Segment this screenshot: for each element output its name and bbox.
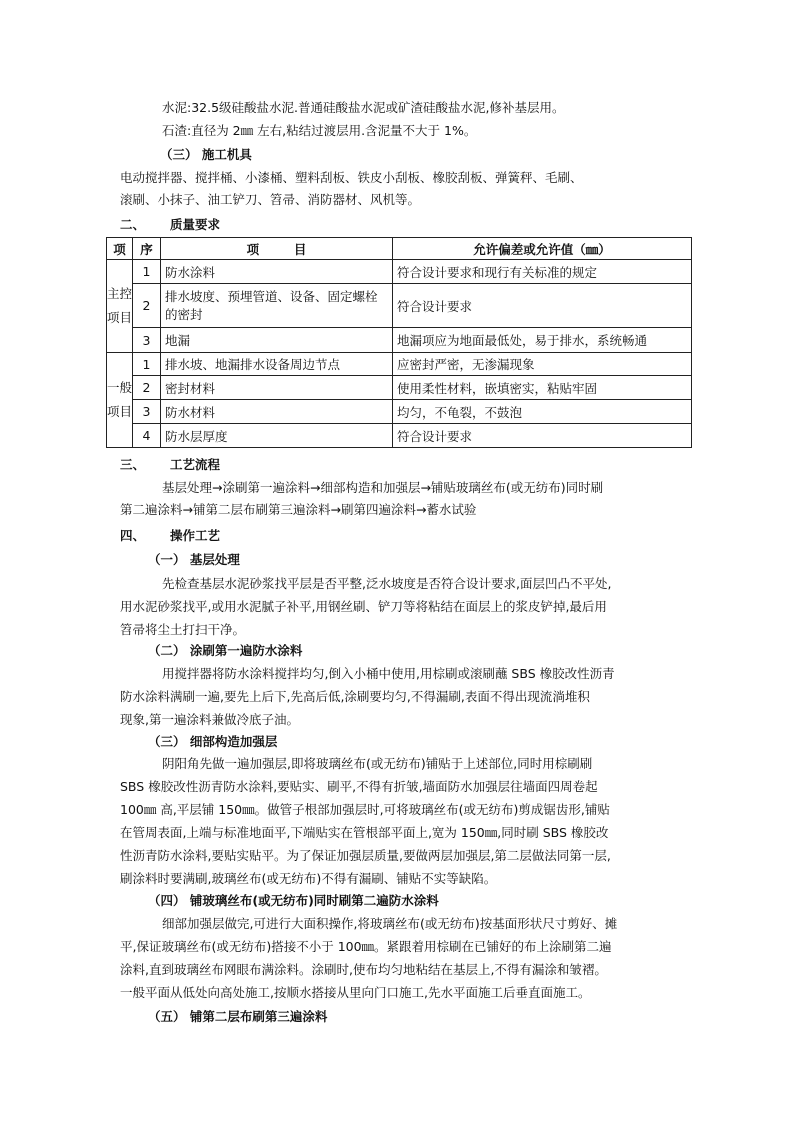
section-4-heading: （四） 铺玻璃丝布(或无纺布)同时刷第二遍防水涂料 [148, 893, 439, 908]
section-3-line: 性沥青防水涂料,要贴实贴平。为了保证加强层质量,要做两层加强层,第二层做法同第一层, [120, 848, 611, 863]
section-3-line: 阴阳角先做一遍加强层,即将玻璃丝布(或无纺布)铺贴于上述部位,同时用棕刷刷 [162, 756, 593, 771]
table-header-number: 序 [133, 238, 161, 260]
process-line-2: 第二遍涂料→铺第二层布刷第三遍涂料→刷第四遍涂料→蓄水试验 [120, 502, 477, 517]
table-row [107, 328, 692, 353]
quality-heading: 质量要求 [170, 217, 221, 232]
section-2-line: 防水涂料满刷一遍,要先上后下,先高后低,涂刷要均匀,不得漏刷,表面不得出现流淌堆积 [120, 689, 590, 704]
row-number: 3 [133, 400, 161, 424]
row-number: 2 [133, 284, 161, 328]
row-value: 均匀，不龟裂，不鼓泡 [393, 400, 692, 424]
section-2-line: 用搅拌器将防水涂料搅拌均匀,倒入小桶中使用,用棕刷或滚刷蘸 SBS 橡胶改性沥青 [162, 666, 615, 681]
section-1-line: 笤帚将尘土打扫干净。 [120, 622, 246, 637]
section-3-line: 在管周表面,上端与标准地面平,下端贴实在管根部平面上,宽为 150㎜,同时刷 SBS 橡胶改 [120, 825, 609, 840]
table-row [107, 376, 692, 400]
operation-heading: 操作工艺 [170, 528, 221, 543]
row-value: 应密封严密，无渗漏现象 [393, 353, 692, 376]
table-header-category: 项 [107, 238, 133, 260]
section-3-heading: （三） 细部构造加强层 [148, 734, 278, 749]
machinery-heading: （三） 施工机具 [160, 147, 252, 162]
table-row [107, 424, 692, 448]
section-3-line: SBS 橡胶改性沥青防水涂料,要贴实、刷平,不得有折皱,墙面防水加强层往墙面四周卷起 [120, 779, 598, 794]
section-3-line: 100㎜ 高,平层铺 150㎜。做管子根部加强层时,可将玻璃丝布(或无纺布)剪成锯齿形,铺贴 [120, 802, 610, 817]
group-main-control: 主控项目 [107, 260, 133, 353]
row-item: 地漏 [161, 328, 393, 353]
row-value: 使用柔性材料，嵌填密实，粘贴牢固 [393, 376, 692, 400]
quality-table [106, 237, 692, 448]
table-row [107, 284, 692, 328]
row-number: 4 [133, 424, 161, 448]
section-4-line: 平,保证玻璃丝布(或无纺布)搭接不小于 100㎜。紧跟着用棕刷在已铺好的布上涂刷第二遍 [120, 939, 612, 954]
row-number: 1 [133, 353, 161, 376]
section-4-line: 细部加强层做完,可进行大面积操作,将玻璃丝布(或无纺布)按基面形状尺寸剪好、摊 [162, 916, 618, 931]
gravel-line: 石渣:直径为 2㎜ 左右,粘结过渡层用.含泥量不大于 1%。 [162, 123, 477, 138]
row-item: 排水坡度、预埋管道、设备、固定螺栓的密封 [161, 284, 393, 328]
process-heading: 工艺流程 [170, 457, 221, 472]
table-header-tolerance: 允许偏差或允许值（㎜） [393, 238, 692, 260]
table-header-item: 项 目 [161, 238, 393, 260]
quality-heading-number: 二、 [120, 217, 146, 232]
row-value: 符合设计要求和现行有关标准的规定 [393, 260, 692, 284]
section-5-heading: （五） 铺第二层布刷第三遍涂料 [148, 1009, 328, 1024]
row-item: 密封材料 [161, 376, 393, 400]
row-value: 符合设计要求 [393, 284, 692, 328]
row-value: 符合设计要求 [393, 424, 692, 448]
cement-line: 水泥:32.5级硅酸盐水泥.普通硅酸盐水泥或矿渣硅酸盐水泥,修补基层用。 [162, 100, 565, 115]
section-4-line: 涂料,直到玻璃丝布网眼布满涂料。涂刷时,使布均匀地粘结在基层上,不得有漏涂和皱褶。 [120, 962, 607, 977]
row-item: 防水涂料 [161, 260, 393, 284]
section-2-line: 现象,第一遍涂料兼做冷底子油。 [120, 712, 299, 727]
group-general: 一般项目 [107, 353, 133, 448]
row-value: 地漏项应为地面最低处，易于排水，系统畅通 [393, 328, 692, 353]
section-4-line: 一般平面从低处向高处施工,按顺水搭接从里向门口施工,先水平面施工后垂直面施工。 [120, 985, 591, 1000]
section-2-heading: （二） 涂刷第一遍防水涂料 [148, 643, 303, 658]
machinery-line-1: 电动搅拌器、搅拌桶、小漆桶、塑料刮板、铁皮小刮板、橡胶刮板、弹簧秤、毛刷、 [120, 170, 583, 185]
section-1-heading: （一） 基层处理 [148, 552, 240, 567]
row-item: 防水材料 [161, 400, 393, 424]
row-item: 防水层厚度 [161, 424, 393, 448]
section-3-line: 刷涂料时要满刷,玻璃丝布(或无纺布)不得有漏刷、铺贴不实等缺陷。 [120, 871, 497, 886]
machinery-line-2: 滚刷、小抹子、油工铲刀、笤帚、消防器材、风机等。 [120, 192, 421, 207]
process-line-1: 基层处理→涂刷第一遍涂料→细部构造和加强层→铺贴玻璃丝布(或无纺布)同时刷 [162, 480, 604, 495]
operation-heading-number: 四、 [120, 528, 146, 543]
table-row [107, 353, 692, 376]
row-number: 2 [133, 376, 161, 400]
section-1-line: 用水泥砂浆找平,或用水泥腻子补平,用钢丝刷、铲刀等将粘结在面层上的浆皮铲掉,最后用 [120, 599, 607, 614]
row-number: 1 [133, 260, 161, 284]
row-number: 3 [133, 328, 161, 353]
process-heading-number: 三、 [120, 457, 146, 472]
table-row [107, 400, 692, 424]
table-row [107, 260, 692, 284]
section-1-line: 先检查基层水泥砂浆找平层是否平整,泛水坡度是否符合设计要求,面层凹凸不平处, [162, 576, 612, 591]
table-header-row [107, 238, 692, 260]
row-item: 排水坡、地漏排水设备周边节点 [161, 353, 393, 376]
